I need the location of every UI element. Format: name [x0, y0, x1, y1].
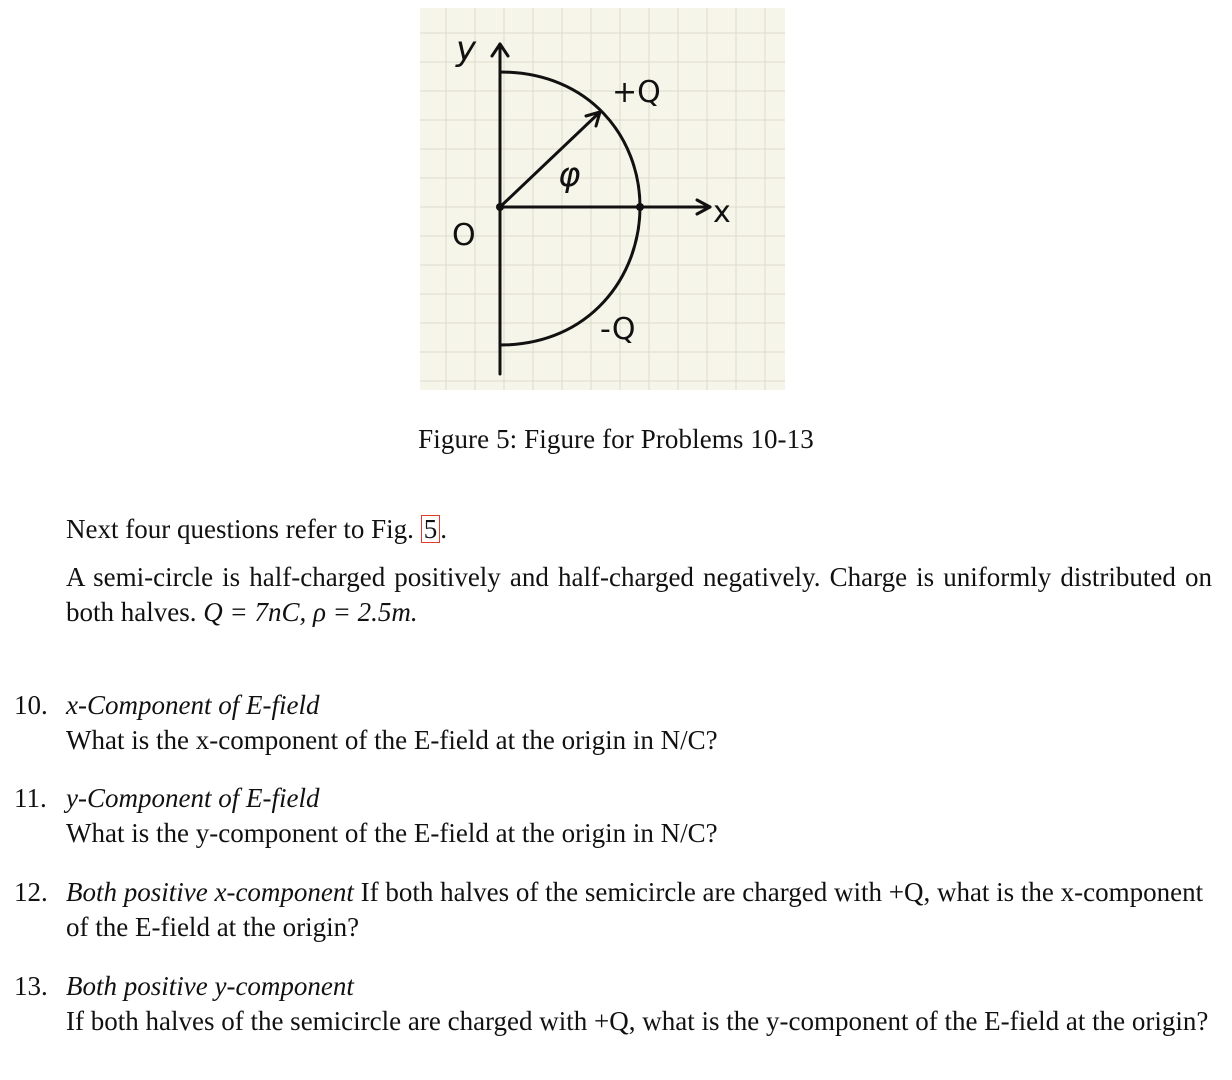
question-number: 12.	[14, 877, 48, 907]
x-axis-label: x	[713, 195, 731, 230]
question-text: What is the x-component of the E-field at the origin in N/C?	[66, 725, 718, 755]
radius-line	[500, 112, 600, 207]
description-text: A semi-circle is half-charged positively and half-charged negatively. Charge is uniformly distributed on both halves.	[66, 562, 1212, 627]
question-text: If both halves of the semicircle are charged with +Q, what is the x-component of the E-field at the origin?	[66, 877, 1204, 942]
origin-label: O	[452, 218, 476, 253]
question-title: Both positive x-component	[66, 877, 354, 907]
figure-caption: Figure 5: Figure for Problems 10-13	[418, 424, 814, 454]
description-paragraph	[66, 560, 1212, 630]
positive-charge-label: +Q	[612, 75, 661, 110]
question-title: Both positive y-component	[66, 971, 354, 1001]
question-title: y-Component of E-field	[66, 783, 320, 813]
figure-reference-link[interactable]: 5	[421, 515, 441, 543]
question-12	[14, 875, 1212, 945]
question-number: 13.	[14, 971, 48, 1001]
question-text: What is the y-component of the E-field at the origin in N/C?	[66, 818, 718, 848]
y-axis-label: y	[456, 29, 477, 69]
question-text: If both halves of the semicircle are charged with +Q, what is the y-component of the E-field at the origin?	[66, 1006, 1209, 1036]
question-10	[14, 688, 1212, 758]
question-title: x-Component of E-field	[66, 690, 320, 720]
axis-intersection-point	[636, 203, 644, 211]
intro-text: Next four questions refer to Fig.	[66, 514, 414, 544]
question-number: 11.	[14, 783, 47, 813]
question-11	[14, 781, 1212, 851]
intro-period: .	[440, 514, 447, 544]
phi-label: φ	[558, 155, 581, 195]
intro-paragraph	[66, 512, 1212, 547]
origin-point	[496, 203, 504, 211]
semicircle-diagram	[420, 8, 785, 390]
negative-charge-label: -Q	[600, 312, 636, 347]
description-math: Q = 7nC, ρ = 2.5m.	[203, 597, 418, 627]
figure-5	[420, 8, 785, 390]
question-13	[14, 969, 1212, 1039]
question-number: 10.	[14, 690, 48, 720]
